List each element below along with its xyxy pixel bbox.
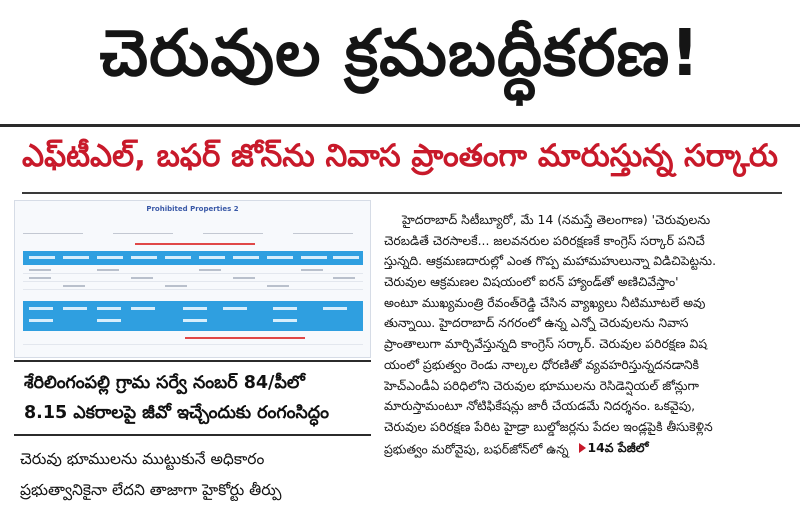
body-line: హైదరాబాద్ సిటీబ్యూరో, మే 14 (నమస్తే తెలంగాణ) 'చెరువులను xyxy=(402,212,711,227)
body-line: తున్నాయి. హైదరాబాద్ నగరంలో ఉన్న ఎన్నో చెరువులను నివాస xyxy=(384,315,689,331)
document-highlight xyxy=(135,243,255,245)
article-body xyxy=(384,210,794,510)
caption-line: ప్రభుత్వానికైనా లేదని తాజాగా హైకోర్టు తీర్పు xyxy=(20,481,282,499)
document-form xyxy=(23,219,363,245)
body-line: స్తున్నది. ఆక్రమణదారుల్లో ఎంత గొప్ప మహామహులున్నా విడిచిపెట్టను. xyxy=(384,253,717,269)
caption-line: 8.15 ఎకరాలపై జీవో ఇచ్చేందుకు రంగంసిద్ధం xyxy=(24,403,330,423)
caption-rule xyxy=(14,434,371,436)
body-line-last xyxy=(384,438,794,459)
body-line: చెరువుల ఆక్రమణల విషయంలో ఐరన్ హ్యాండ్‌తో అణిచివేస్తాం' xyxy=(384,274,679,290)
continuation-link[interactable] xyxy=(579,438,649,459)
document-image xyxy=(14,200,371,358)
continuation-label: 14వ పేజీలో xyxy=(587,439,649,455)
caption-secondary xyxy=(14,438,371,510)
body-line: మారుస్తామంటూ నోటిఫికేషన్లు జారీ చేయడమే నిదర్శనం. ఒకవైపు, xyxy=(384,398,696,414)
caption-primary xyxy=(14,362,371,430)
subheadline: ఎఫ్‌టీఎల్, బఫర్ జోన్‌ను నివాస ప్రాంతంగా మారుస్తున్న సర్కారు xyxy=(22,137,778,174)
body-line: అంటూ ముఖ్యమంత్రి రేవంత్‌రెడ్డి చేసిన వ్యాఖ్యలు నీటిమూటలే అవు xyxy=(384,294,706,310)
subheadline-rule xyxy=(22,192,782,194)
body-line: ప్రభుత్వం మరోవైపు, బఫర్‌జోన్‌లో ఉన్న xyxy=(384,440,569,456)
caption-line: చెరువు భూములను ముట్టుకునే అధికారం xyxy=(20,450,265,468)
document-table-header xyxy=(23,251,363,265)
document-highlight xyxy=(185,337,305,339)
body-line: హెచ్‌ఎండీఏ పరిధిలోని చెరువుల భూములను రెసిడెన్షియల్ జోన్లుగా xyxy=(384,377,699,393)
document-footer xyxy=(23,344,363,350)
document-table-row xyxy=(23,267,363,274)
document-title: Prohibited Properties 2 xyxy=(146,205,239,213)
document-field xyxy=(113,219,183,241)
headline: చెరువుల క్రమబద్ధీకరణ! xyxy=(99,16,701,91)
headline-rule xyxy=(0,124,800,127)
document-table-2 xyxy=(23,301,363,331)
document-field xyxy=(23,219,93,241)
document-field xyxy=(203,219,273,241)
document-table-row xyxy=(23,283,363,290)
body-line: చెరబడితే చెరసాలకే... జలవనరుల పరిరక్షణకే కాంగ్రెస్ సర్కార్ పనిచే xyxy=(384,232,705,248)
body-line: యంలో ప్రభుత్వం రెండు నాల్కల ధోరణితో వ్యవహరిస్తున్నదనడానికి xyxy=(384,356,700,372)
document-field xyxy=(293,219,363,241)
body-line: చెరువుల పరిరక్షణ పేరిట హైడ్రా బుల్డోజర్లను పేదల ఇండ్లపైకి తీసుకెళ్లిన xyxy=(384,418,713,434)
right-arrow-icon xyxy=(579,443,586,453)
document-table-row xyxy=(23,275,363,282)
caption-line: శేరిలింగంపల్లి గ్రామ సర్వే నంబర్ 84/పీలో xyxy=(24,373,305,393)
body-line: ప్రాంతాలుగా మార్చివేస్తున్నది కాంగ్రెస్ సర్కార్. చెరువుల పరిరక్షణ విష xyxy=(384,336,708,352)
